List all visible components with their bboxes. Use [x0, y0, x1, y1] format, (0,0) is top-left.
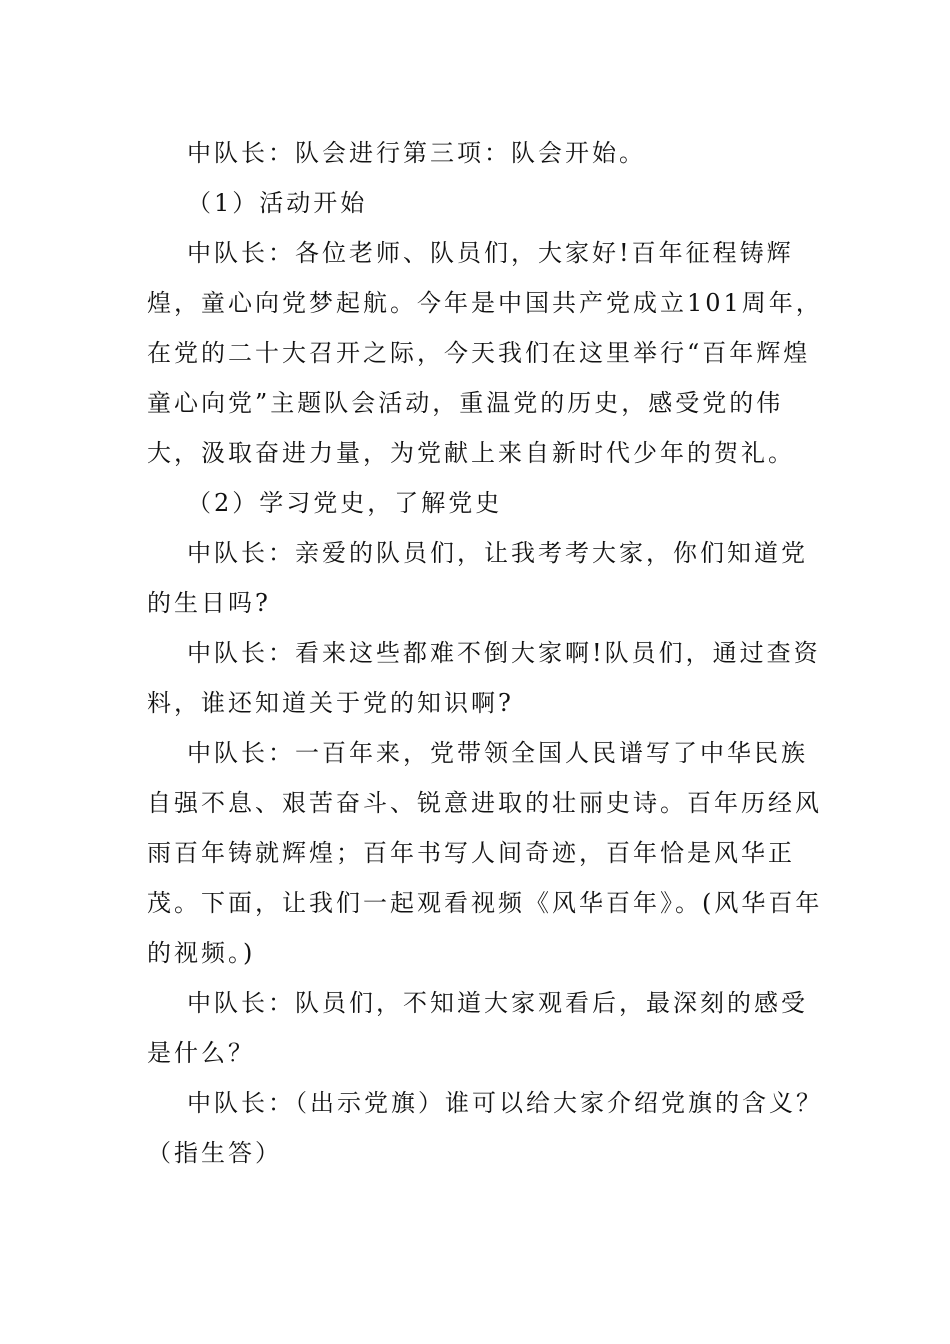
paragraph-agenda-item-three: 中队长：队会进行第三项：队会开始。: [187, 139, 646, 167]
paragraph-party-flag-question: 中队长：（出示党旗）谁可以给大家介绍党旗的含义？（指生答）: [147, 1089, 823, 1167]
heading-activity-start: （1）活动开始: [187, 189, 368, 217]
paragraph-century-video: 中队长：一百年来，党带领全国人民谱写了中华民族自强不息、艰苦奋斗、锐意进取的壮丽史诗。百年历经风雨百年铸就辉煌；百年书写人间奇迹，百年恰是风华正茂。下面，让我们一起观看视频《风华百年》。(风华百年的视频。): [147, 739, 823, 967]
paragraph-party-knowledge-question: 中队长：看来这些都难不倒大家啊!队员们，通过查资料，谁还知道关于党的知识啊?: [147, 639, 821, 717]
paragraph-feelings-question: 中队长：队员们，不知道大家观看后，最深刻的感受是什么？: [147, 989, 808, 1067]
document-body: [147, 128, 827, 1178]
paragraph-opening-speech: 中队长：各位老师、队员们，大家好!百年征程铸辉煌，童心向党梦起航。今年是中国共产党成立101周年，在党的二十大召开之际，今天我们在这里举行“百年辉煌 童心向党”主题队会活动，重温党的历史，感受党的伟大，汲取奋进力量，为党献上来自新时代少年的贺礼。: [147, 239, 823, 467]
heading-party-history: （2）学习党史，了解党史: [187, 489, 503, 517]
paragraph-party-birthday-question: 中队长：亲爱的队员们，让我考考大家，你们知道党的生日吗?: [147, 539, 808, 617]
